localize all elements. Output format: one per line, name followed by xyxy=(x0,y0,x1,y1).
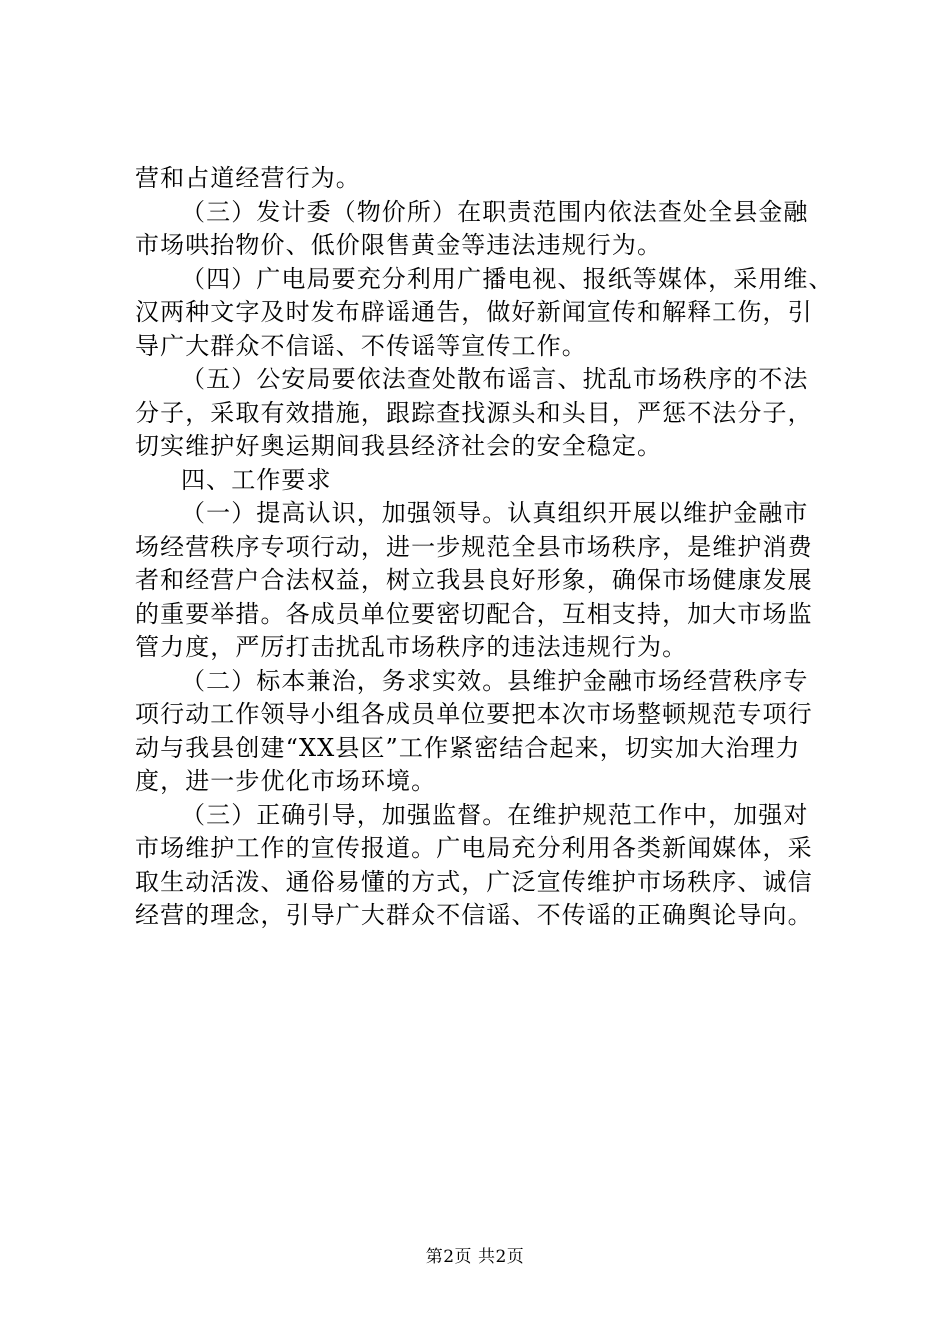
text-line: 者和经营户合法权益，树立我县良好形象，确保市场健康发展 xyxy=(135,566,813,594)
text-line: （三）发计委（物价所）在职责范围内依法查处全县金融 xyxy=(181,197,809,226)
text-line: （三）正确引导，加强监督。在维护规范工作中，加强对 xyxy=(181,800,809,829)
paragraph-item-3-pricing xyxy=(135,196,860,263)
text-line: 市场哄抬物价、低价限售黄金等违法违规行为。 xyxy=(135,231,663,259)
text-line: （五）公安局要依法查处散布谣言、扰乱市场秩序的不法 xyxy=(181,365,809,393)
text-line: 汉两种文字及时发布辟谣通告，做好新闻宣传和解释工伤，引 xyxy=(135,298,813,326)
text-line: 市场维护工作的宣传报道。广电局充分利用各类新闻媒体，采 xyxy=(135,834,813,862)
text-line: （四）广电局要充分利用广播电视、报纸等媒体，采用维、 xyxy=(181,264,834,293)
section-heading-text: 四、工作要求 xyxy=(181,465,332,494)
text-line: （二）标本兼治，务求实效。县维护金融市场经营秩序专 xyxy=(181,666,809,695)
page-number-footer: 第2页 共2页 xyxy=(425,1247,525,1267)
text-line: 的重要举措。各成员单位要密切配合，互相支持，加大市场监 xyxy=(135,599,813,628)
paragraph-requirement-2 xyxy=(135,665,860,799)
paragraph-item-5-police xyxy=(135,363,860,464)
text-line: （一）提高认识，加强领导。认真组织开展以维护金融市 xyxy=(181,499,809,527)
text-line: 经营的理念，引导广大群众不信谣、不传谣的正确舆论导向。 xyxy=(135,901,813,929)
text-line: 场经营秩序专项行动，进一步规范全县市场秩序，是维护消费 xyxy=(135,532,813,561)
text-line: 切实维护好奥运期间我县经济社会的安全稳定。 xyxy=(135,432,663,460)
document-body xyxy=(135,162,860,933)
text-line: 度，进一步优化市场环境。 xyxy=(135,767,437,795)
text-line: 动与我县创建“XX县区”工作紧密结合起来，切实加大治理力 xyxy=(135,733,801,762)
paragraph-continuation xyxy=(135,162,860,196)
text-line: 营和占道经营行为。 xyxy=(135,164,361,192)
section-heading xyxy=(135,464,860,498)
text-line: 管力度，严厉打击扰乱市场秩序的违法违规行为。 xyxy=(135,633,688,661)
text-line: 取生动活泼、通俗易懂的方式，广泛宣传维护市场秩序、诚信 xyxy=(135,867,813,896)
text-line: 导广大群众不信谣、不传谣等宣传工作。 xyxy=(135,331,587,360)
paragraph-requirement-1 xyxy=(135,497,860,665)
text-line: 项行动工作领导小组各成员单位要把本次市场整顿规范专项行 xyxy=(135,700,813,728)
paragraph-requirement-3 xyxy=(135,799,860,933)
paragraph-item-4-media xyxy=(135,263,860,364)
text-line: 分子，采取有效措施，跟踪查找源头和头目，严惩不法分子， xyxy=(135,398,813,427)
